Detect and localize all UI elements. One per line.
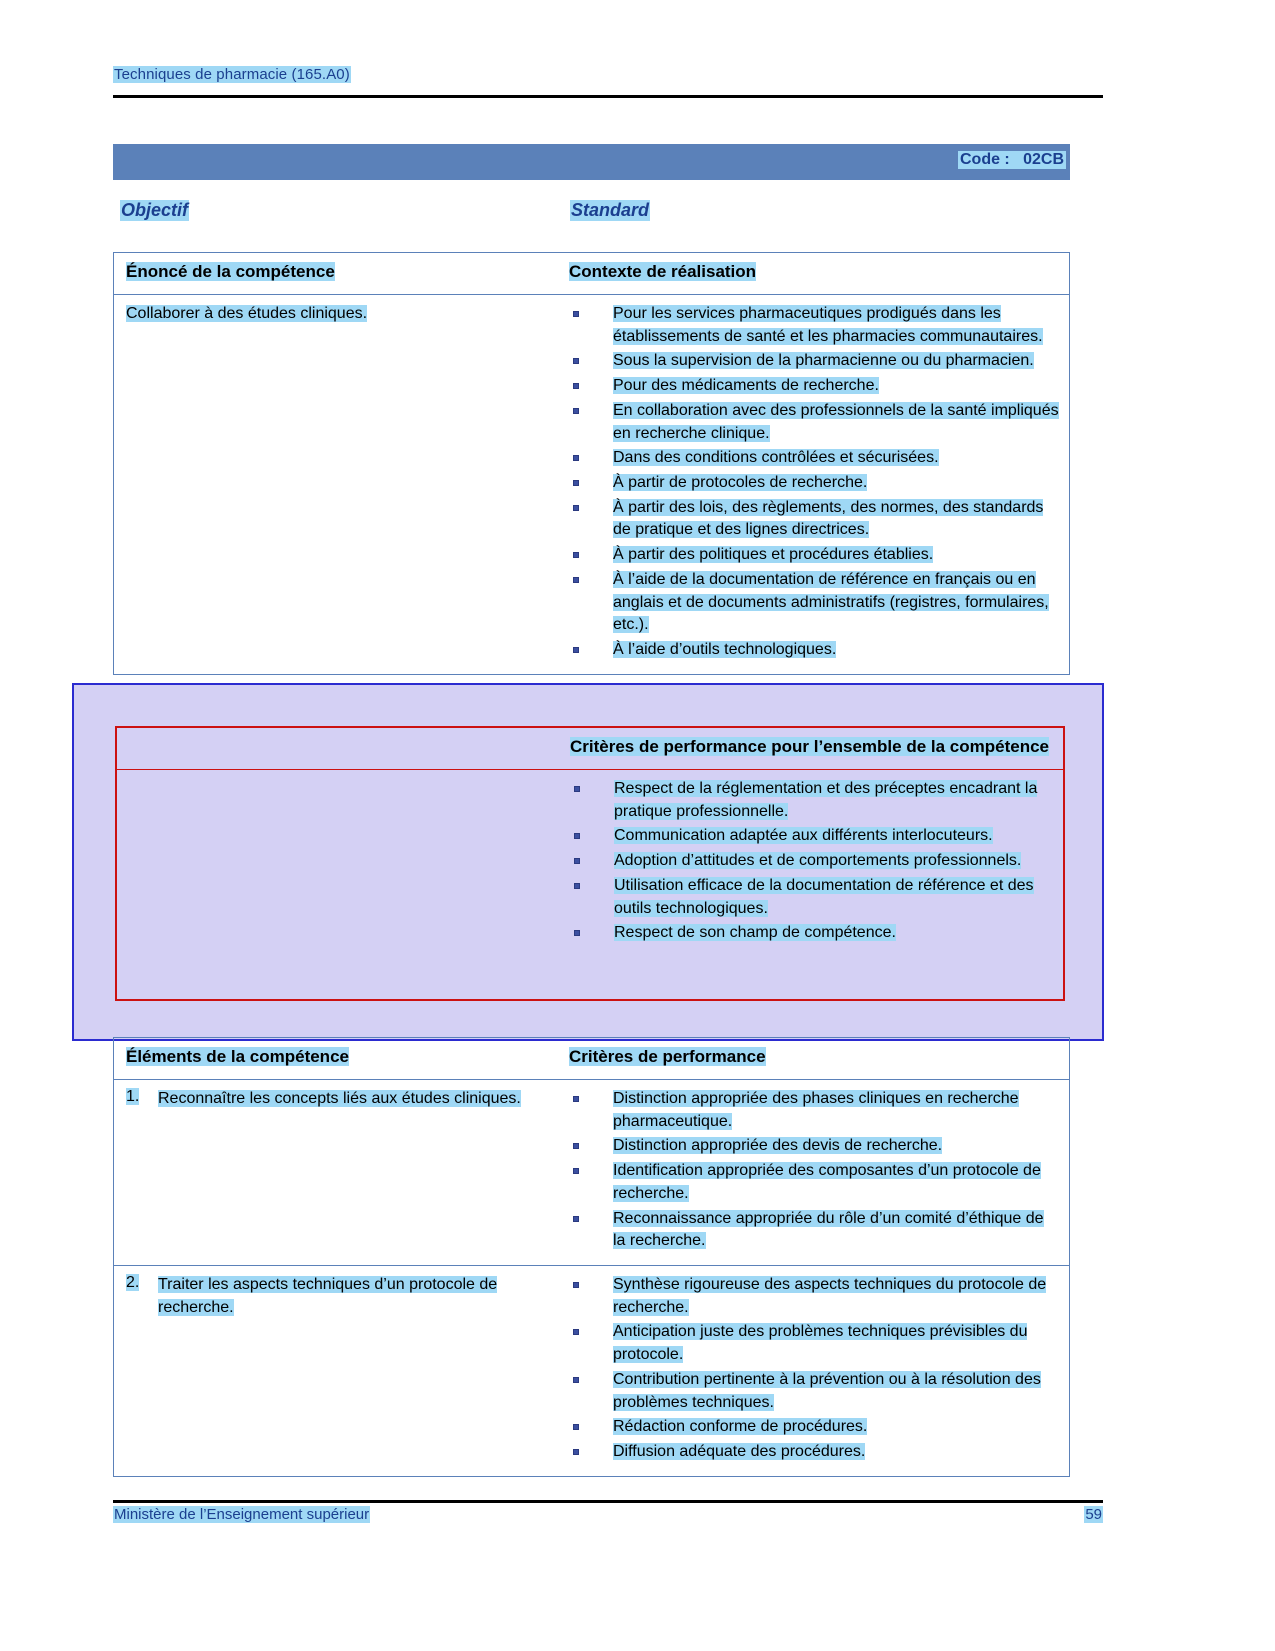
- list-item: [569, 1088, 1059, 1133]
- list-item-text: À partir des politiques et procédures établies.: [613, 546, 934, 564]
- element-label: Traiter les aspects techniques d’un protocole de recherche.: [158, 1275, 498, 1316]
- table-row: [114, 1080, 1069, 1266]
- list-item-text: Identification appropriée des composantes d’un protocole de recherche.: [613, 1162, 1041, 1202]
- bullet-icon: [573, 311, 579, 317]
- bullet-icon: [574, 883, 580, 889]
- competence-context-table: [113, 252, 1070, 675]
- cell-criteres-1: [559, 1080, 1069, 1265]
- program-title: Techniques de pharmacie (165.A0): [114, 66, 350, 83]
- bullet-icon: [574, 833, 580, 839]
- list-item-text: Synthèse rigoureuse des aspects techniques du protocole de recherche.: [613, 1275, 1047, 1316]
- list-item: [569, 350, 1059, 373]
- list-item: [569, 1441, 1059, 1464]
- list-item-text: Respect de son champ de compétence.: [614, 924, 896, 942]
- list-item-text: Reconnaissance appropriée du rôle d’un comité d’éthique de la recherche.: [613, 1209, 1044, 1250]
- list-item: [570, 825, 1053, 848]
- competence-code: Code : 02CB: [959, 151, 1064, 168]
- code-band: [113, 144, 1070, 180]
- criteres-ensemble-table: [115, 726, 1065, 1001]
- table-body-row: [114, 295, 1069, 674]
- list-item: [570, 922, 1053, 945]
- list-item: [569, 1274, 1059, 1319]
- criteres-list-2: [569, 1274, 1059, 1464]
- bullet-icon: [573, 358, 579, 364]
- cell-elements-header: [114, 1038, 559, 1079]
- col-header-elements: Éléments de la compétence: [126, 1047, 349, 1066]
- elements-criteres-table: [113, 1037, 1070, 1477]
- bullet-icon: [573, 455, 579, 461]
- list-item-text: Pour les services pharmaceutiques prodigués dans les établissements de santé et les pharmacies communautaires.: [613, 304, 1043, 345]
- criteres-ensemble-header-text: Critères de performance pour l’ensemble de la compétence: [570, 737, 1049, 756]
- objectif-label: Objectif: [121, 200, 189, 220]
- bullet-icon: [574, 858, 580, 864]
- cell-criteres-2: [559, 1266, 1069, 1476]
- page-header: [113, 66, 1103, 84]
- cell-competence-statement: [114, 295, 559, 674]
- table-row: [114, 1266, 1069, 1476]
- list-item-text: Respect de la réglementation et des préceptes encadrant la pratique professionnelle.: [614, 779, 1038, 820]
- cell-competence-header: [114, 253, 559, 294]
- standard-label: Standard: [571, 200, 650, 220]
- list-item: [569, 303, 1059, 348]
- col-header-criteres: Critères de performance: [569, 1047, 766, 1066]
- list-item: [569, 544, 1059, 567]
- bullet-icon: [573, 1282, 579, 1288]
- list-item-text: Sous la supervision de la pharmacienne ou du pharmacien.: [613, 352, 1034, 370]
- criteres-ensemble-header-cell: [560, 728, 1063, 769]
- element-text: [158, 1088, 549, 1111]
- header-divider: [113, 95, 1103, 98]
- list-item: [569, 1416, 1059, 1439]
- list-item-text: À partir de protocoles de recherche.: [613, 473, 868, 491]
- criteres-ensemble-empty-cell: [117, 728, 560, 769]
- bullet-icon: [573, 1096, 579, 1102]
- list-item: [569, 447, 1059, 470]
- element-number: [126, 1088, 158, 1111]
- element-number-text: 1.: [126, 1087, 140, 1105]
- list-item-text: Diffusion adéquate des procédures.: [613, 1443, 866, 1460]
- col-header-enonce: Énoncé de la compétence: [126, 262, 335, 281]
- objectif-standard-row: [120, 200, 1080, 224]
- list-item: [569, 1135, 1059, 1158]
- selection-overlay[interactable]: [72, 683, 1104, 1041]
- cell-contexte-list: [559, 295, 1069, 674]
- bullet-icon: [573, 480, 579, 486]
- bullet-icon: [573, 577, 579, 583]
- list-item-text: À partir des lois, des règlements, des normes, des standards de pratique et des lignes directrices.: [613, 498, 1044, 539]
- list-item: [569, 569, 1059, 637]
- page-number: 59: [1085, 1506, 1102, 1523]
- criteres-list-1: [569, 1088, 1059, 1253]
- bullet-icon: [574, 930, 580, 936]
- competence-statement-text: Collaborer à des études cliniques.: [126, 304, 368, 322]
- bullet-icon: [573, 1449, 579, 1455]
- bullet-icon: [573, 1143, 579, 1149]
- list-item-text: À l’aide de la documentation de référence en français ou en anglais et de documents administratifs (registres, formulaires, etc.).: [613, 570, 1049, 634]
- list-item: [569, 472, 1059, 495]
- cell-element-1: [114, 1080, 559, 1265]
- cell-contexte-header: [559, 253, 1069, 294]
- criteres-ensemble-list-cell: [560, 770, 1063, 957]
- element-number-text: 2.: [126, 1273, 140, 1291]
- list-item-text: Rédaction conforme de procédures.: [613, 1418, 868, 1436]
- list-item-text: Distinction appropriée des devis de recherche.: [613, 1137, 943, 1155]
- bullet-icon: [573, 408, 579, 414]
- contexte-list: [569, 303, 1059, 662]
- cell-criteres-header: [559, 1038, 1069, 1079]
- list-item-text: Dans des conditions contrôlées et sécurisées.: [613, 449, 939, 467]
- page-footer: [113, 1506, 1103, 1530]
- list-item-text: Distinction appropriée des phases cliniques en recherche pharmaceutique.: [613, 1089, 1019, 1130]
- bullet-icon: [573, 647, 579, 653]
- list-item-text: Adoption d’attitudes et de comportements professionnels.: [614, 852, 1022, 870]
- list-item: [569, 1321, 1059, 1366]
- list-item: [569, 639, 1059, 662]
- bullet-icon: [573, 505, 579, 511]
- list-item: [569, 400, 1059, 445]
- list-item: [570, 875, 1053, 920]
- bullet-icon: [573, 1424, 579, 1430]
- bullet-icon: [573, 383, 579, 389]
- footer-divider: [113, 1500, 1103, 1503]
- element-number: [126, 1274, 158, 1319]
- list-item-text: Utilisation efficace de la documentation de référence et des outils technologiques.: [614, 876, 1034, 917]
- element-line: [126, 1274, 549, 1319]
- criteres-ensemble-header-row: [117, 728, 1063, 770]
- bullet-icon: [573, 1168, 579, 1174]
- list-item: [569, 1369, 1059, 1414]
- element-label: Reconnaître les concepts liés aux études cliniques.: [158, 1089, 521, 1107]
- list-item: [569, 497, 1059, 542]
- list-item-text: Pour des médicaments de recherche.: [613, 377, 879, 395]
- list-item: [569, 1208, 1059, 1253]
- criteres-ensemble-body-row: [117, 770, 1063, 957]
- table-header-row: [114, 1038, 1069, 1080]
- cell-element-2: [114, 1266, 559, 1476]
- list-item: [569, 1160, 1059, 1205]
- list-item-text: Contribution pertinente à la prévention ou à la résolution des problèmes techniques.: [613, 1370, 1041, 1411]
- list-item-text: En collaboration avec des professionnels de la santé impliqués en recherche clinique.: [613, 401, 1059, 442]
- element-line: [126, 1088, 549, 1111]
- criteres-ensemble-empty-cell-2: [117, 770, 560, 957]
- col-header-contexte: Contexte de réalisation: [569, 262, 757, 281]
- bullet-icon: [574, 786, 580, 792]
- criteres-ensemble-list: [570, 778, 1053, 945]
- ministry-name: Ministère de l’Enseignement supérieur: [114, 1506, 370, 1523]
- list-item-text: Anticipation juste des problèmes techniques prévisibles du protocole.: [613, 1323, 1028, 1364]
- list-item-text: À l’aide d’outils technologiques.: [613, 641, 837, 658]
- list-item: [570, 778, 1053, 823]
- bullet-icon: [573, 552, 579, 558]
- list-item-text: Communication adaptée aux différents interlocuteurs.: [614, 827, 993, 845]
- bullet-icon: [573, 1216, 579, 1222]
- bullet-icon: [573, 1329, 579, 1335]
- list-item: [569, 375, 1059, 398]
- element-text: [158, 1274, 549, 1319]
- table-header-row: [114, 253, 1069, 295]
- bullet-icon: [573, 1377, 579, 1383]
- list-item: [570, 850, 1053, 873]
